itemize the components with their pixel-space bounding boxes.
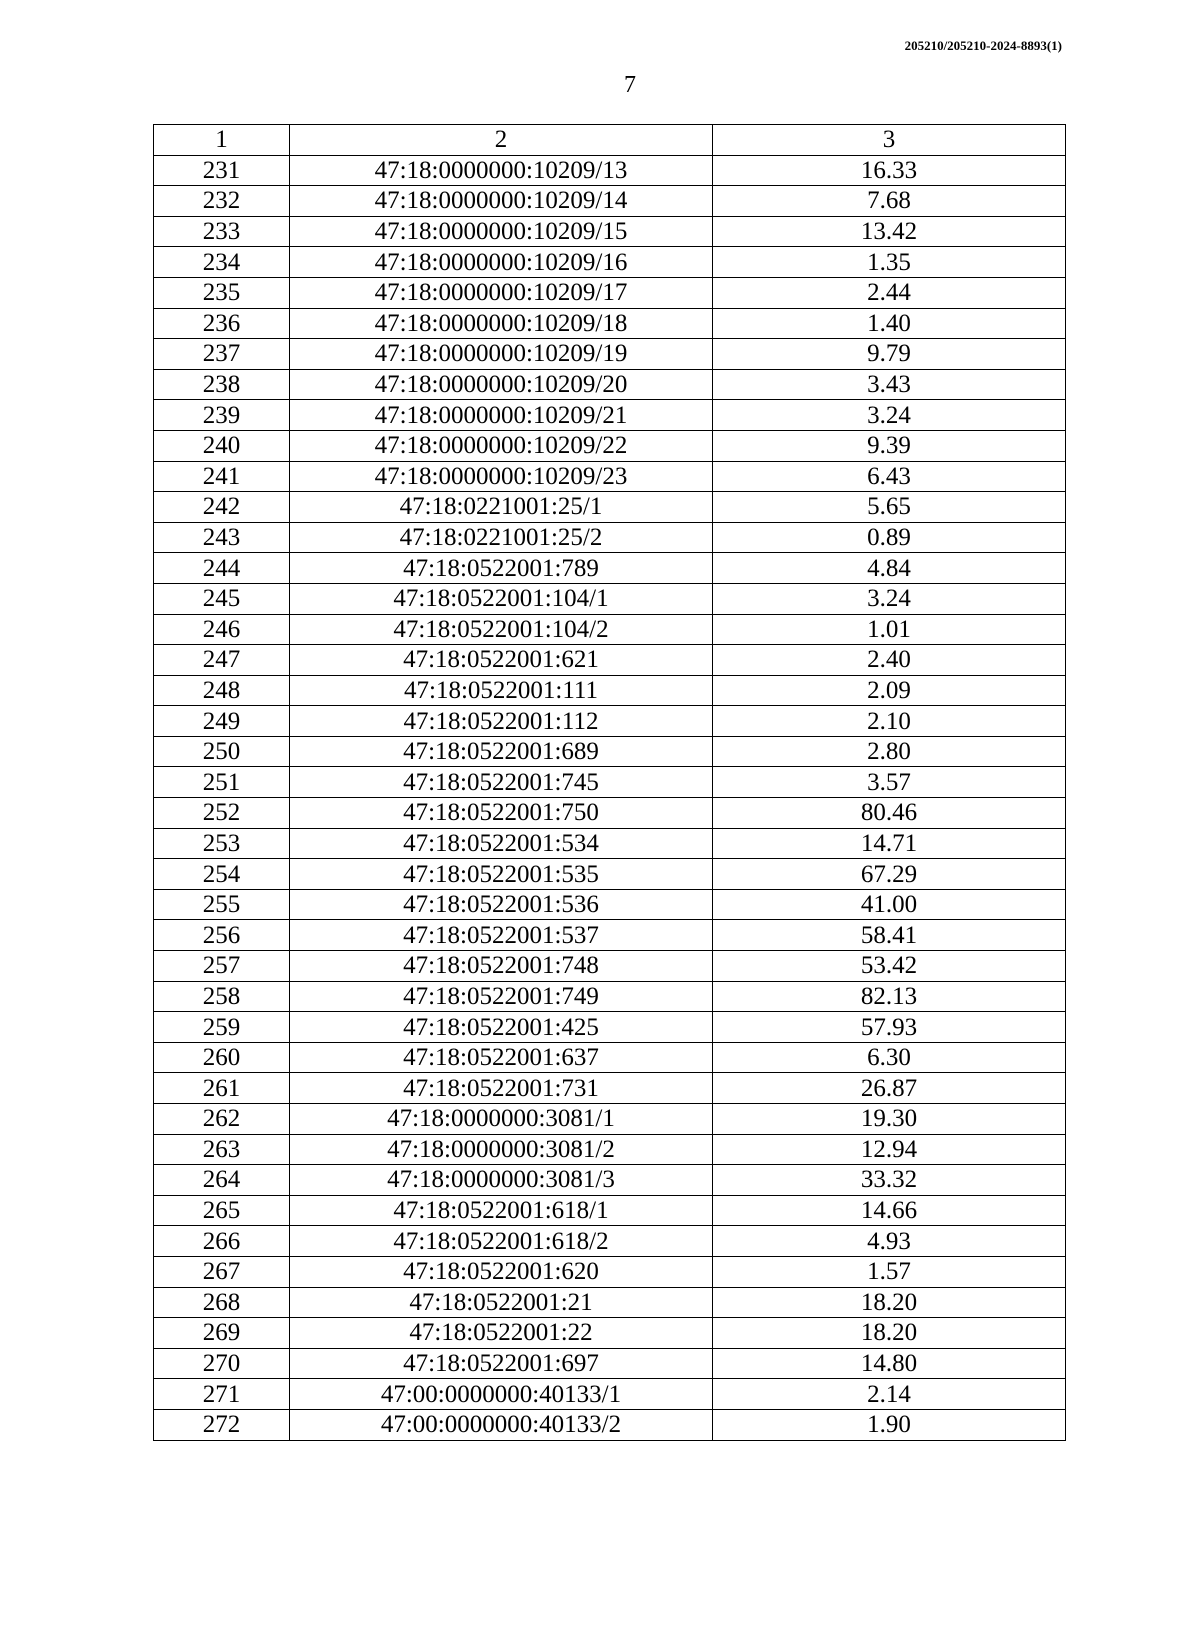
- table-row: [154, 308, 1066, 339]
- value-cell: 58.41: [713, 920, 1066, 951]
- value-cell: 2.80: [713, 736, 1066, 767]
- cadastral-number-cell: 47:18:0522001:697: [290, 1348, 713, 1379]
- cadastral-number-cell: 47:18:0522001:621: [290, 645, 713, 676]
- value-cell: 9.39: [713, 430, 1066, 461]
- table-row: [154, 1379, 1066, 1410]
- table-row: [154, 1256, 1066, 1287]
- value-cell: 2.40: [713, 645, 1066, 676]
- value-cell: 3.57: [713, 767, 1066, 798]
- cadastral-number-cell: 47:18:0522001:425: [290, 1012, 713, 1043]
- value-cell: 18.20: [713, 1287, 1066, 1318]
- table-row: [154, 1226, 1066, 1257]
- cadastral-number-cell: 47:18:0000000:10209/15: [290, 216, 713, 247]
- table-row: [154, 216, 1066, 247]
- value-cell: 4.84: [713, 553, 1066, 584]
- cadastral-number-cell: 47:00:0000000:40133/1: [290, 1379, 713, 1410]
- row-number-cell: 255: [154, 889, 290, 920]
- cadastral-number-cell: 47:18:0522001:21: [290, 1287, 713, 1318]
- table-row: [154, 859, 1066, 890]
- value-cell: 57.93: [713, 1012, 1066, 1043]
- row-number-cell: 265: [154, 1195, 290, 1226]
- cadastral-number-cell: 47:18:0522001:620: [290, 1256, 713, 1287]
- table-row: [154, 430, 1066, 461]
- row-number-cell: 258: [154, 981, 290, 1012]
- cadastral-number-cell: 47:18:0000000:10209/21: [290, 400, 713, 431]
- row-number-cell: 232: [154, 186, 290, 217]
- row-number-cell: 231: [154, 155, 290, 186]
- value-cell: 80.46: [713, 798, 1066, 829]
- cadastral-number-cell: 47:18:0522001:750: [290, 798, 713, 829]
- table-row: [154, 614, 1066, 645]
- cadastral-number-cell: 47:18:0522001:536: [290, 889, 713, 920]
- row-number-cell: 271: [154, 1379, 290, 1410]
- row-number-cell: 238: [154, 369, 290, 400]
- cadastral-number-cell: 47:18:0000000:3081/2: [290, 1134, 713, 1165]
- table-row: [154, 553, 1066, 584]
- row-number-cell: 242: [154, 492, 290, 523]
- column-header-1: 1: [154, 125, 290, 156]
- value-cell: 41.00: [713, 889, 1066, 920]
- cadastral-number-cell: 47:18:0522001:112: [290, 706, 713, 737]
- value-cell: 1.01: [713, 614, 1066, 645]
- row-number-cell: 267: [154, 1256, 290, 1287]
- table-row: [154, 492, 1066, 523]
- row-number-cell: 234: [154, 247, 290, 278]
- row-number-cell: 247: [154, 645, 290, 676]
- cadastral-number-cell: 47:18:0000000:3081/1: [290, 1104, 713, 1135]
- value-cell: 0.89: [713, 522, 1066, 553]
- row-number-cell: 245: [154, 583, 290, 614]
- table-row: [154, 186, 1066, 217]
- row-number-cell: 237: [154, 339, 290, 370]
- cadastral-number-cell: 47:00:0000000:40133/2: [290, 1409, 713, 1440]
- table-row: [154, 247, 1066, 278]
- cadastral-number-cell: 47:18:0000000:10209/13: [290, 155, 713, 186]
- table-row: [154, 828, 1066, 859]
- row-number-cell: 249: [154, 706, 290, 737]
- value-cell: 6.43: [713, 461, 1066, 492]
- value-cell: 1.35: [713, 247, 1066, 278]
- cadastral-number-cell: 47:18:0522001:111: [290, 675, 713, 706]
- value-cell: 13.42: [713, 216, 1066, 247]
- cadastral-number-cell: 47:18:0522001:22: [290, 1318, 713, 1349]
- table-row: [154, 155, 1066, 186]
- value-cell: 4.93: [713, 1226, 1066, 1257]
- row-number-cell: 239: [154, 400, 290, 431]
- row-number-cell: 253: [154, 828, 290, 859]
- table-row: [154, 951, 1066, 982]
- value-cell: 3.43: [713, 369, 1066, 400]
- table-row: [154, 675, 1066, 706]
- row-number-cell: 250: [154, 736, 290, 767]
- cadastral-number-cell: 47:18:0221001:25/1: [290, 492, 713, 523]
- value-cell: 2.10: [713, 706, 1066, 737]
- row-number-cell: 262: [154, 1104, 290, 1135]
- cadastral-number-cell: 47:18:0522001:618/1: [290, 1195, 713, 1226]
- table-row: [154, 1134, 1066, 1165]
- cadastral-number-cell: 47:18:0522001:748: [290, 951, 713, 982]
- value-cell: 6.30: [713, 1042, 1066, 1073]
- table-row: [154, 1042, 1066, 1073]
- cadastral-number-cell: 47:18:0522001:618/2: [290, 1226, 713, 1257]
- cadastral-number-cell: 47:18:0522001:789: [290, 553, 713, 584]
- cadastral-number-cell: 47:18:0000000:10209/16: [290, 247, 713, 278]
- table-row: [154, 889, 1066, 920]
- row-number-cell: 261: [154, 1073, 290, 1104]
- row-number-cell: 268: [154, 1287, 290, 1318]
- table-row: [154, 277, 1066, 308]
- table-row: [154, 1318, 1066, 1349]
- row-number-cell: 251: [154, 767, 290, 798]
- value-cell: 82.13: [713, 981, 1066, 1012]
- table-row: [154, 1348, 1066, 1379]
- table-row: [154, 1165, 1066, 1196]
- table-row: [154, 706, 1066, 737]
- table-row: [154, 522, 1066, 553]
- value-cell: 12.94: [713, 1134, 1066, 1165]
- value-cell: 5.65: [713, 492, 1066, 523]
- cadastral-number-cell: 47:18:0000000:10209/23: [290, 461, 713, 492]
- cadastral-number-cell: 47:18:0522001:689: [290, 736, 713, 767]
- cadastral-number-cell: 47:18:0000000:10209/22: [290, 430, 713, 461]
- value-cell: 1.57: [713, 1256, 1066, 1287]
- row-number-cell: 244: [154, 553, 290, 584]
- value-cell: 7.68: [713, 186, 1066, 217]
- row-number-cell: 272: [154, 1409, 290, 1440]
- table-row: [154, 583, 1066, 614]
- table-header-row: [154, 125, 1066, 156]
- cadastral-number-cell: 47:18:0522001:534: [290, 828, 713, 859]
- value-cell: 14.71: [713, 828, 1066, 859]
- table-header: [154, 125, 1066, 156]
- value-cell: 14.66: [713, 1195, 1066, 1226]
- table-row: [154, 1287, 1066, 1318]
- table-row: [154, 1409, 1066, 1440]
- row-number-cell: 259: [154, 1012, 290, 1043]
- value-cell: 2.14: [713, 1379, 1066, 1410]
- row-number-cell: 236: [154, 308, 290, 339]
- row-number-cell: 266: [154, 1226, 290, 1257]
- value-cell: 3.24: [713, 400, 1066, 431]
- value-cell: 18.20: [713, 1318, 1066, 1349]
- row-number-cell: 243: [154, 522, 290, 553]
- table-row: [154, 400, 1066, 431]
- cadastral-number-cell: 47:18:0000000:10209/19: [290, 339, 713, 370]
- cadastral-number-cell: 47:18:0000000:10209/17: [290, 277, 713, 308]
- cadastral-number-cell: 47:18:0000000:3081/3: [290, 1165, 713, 1196]
- table-row: [154, 920, 1066, 951]
- data-table: [153, 124, 1066, 1441]
- table-row: [154, 461, 1066, 492]
- table-row: [154, 981, 1066, 1012]
- row-number-cell: 248: [154, 675, 290, 706]
- table-body: [154, 155, 1066, 1440]
- table-row: [154, 798, 1066, 829]
- table-row: [154, 1012, 1066, 1043]
- row-number-cell: 263: [154, 1134, 290, 1165]
- value-cell: 16.33: [713, 155, 1066, 186]
- cadastral-number-cell: 47:18:0522001:104/2: [290, 614, 713, 645]
- value-cell: 9.79: [713, 339, 1066, 370]
- cadastral-number-cell: 47:18:0000000:10209/20: [290, 369, 713, 400]
- value-cell: 14.80: [713, 1348, 1066, 1379]
- row-number-cell: 233: [154, 216, 290, 247]
- page-number: 7: [624, 72, 636, 98]
- column-header-3: 3: [713, 125, 1066, 156]
- table-row: [154, 1195, 1066, 1226]
- row-number-cell: 254: [154, 859, 290, 890]
- value-cell: 26.87: [713, 1073, 1066, 1104]
- row-number-cell: 270: [154, 1348, 290, 1379]
- table-row: [154, 767, 1066, 798]
- row-number-cell: 256: [154, 920, 290, 951]
- value-cell: 2.09: [713, 675, 1066, 706]
- table-row: [154, 645, 1066, 676]
- cadastral-number-cell: 47:18:0000000:10209/18: [290, 308, 713, 339]
- row-number-cell: 235: [154, 277, 290, 308]
- row-number-cell: 246: [154, 614, 290, 645]
- row-number-cell: 240: [154, 430, 290, 461]
- value-cell: 33.32: [713, 1165, 1066, 1196]
- value-cell: 1.40: [713, 308, 1066, 339]
- value-cell: 53.42: [713, 951, 1066, 982]
- document-id: 205210/205210-2024-8893(1): [904, 38, 1062, 53]
- cadastral-number-cell: 47:18:0000000:10209/14: [290, 186, 713, 217]
- value-cell: 67.29: [713, 859, 1066, 890]
- value-cell: 3.24: [713, 583, 1066, 614]
- column-header-2: 2: [290, 125, 713, 156]
- cadastral-number-cell: 47:18:0522001:104/1: [290, 583, 713, 614]
- cadastral-number-cell: 47:18:0522001:535: [290, 859, 713, 890]
- row-number-cell: 269: [154, 1318, 290, 1349]
- row-number-cell: 252: [154, 798, 290, 829]
- row-number-cell: 260: [154, 1042, 290, 1073]
- value-cell: 1.90: [713, 1409, 1066, 1440]
- row-number-cell: 241: [154, 461, 290, 492]
- cadastral-number-cell: 47:18:0522001:731: [290, 1073, 713, 1104]
- table-row: [154, 1104, 1066, 1135]
- value-cell: 2.44: [713, 277, 1066, 308]
- row-number-cell: 257: [154, 951, 290, 982]
- value-cell: 19.30: [713, 1104, 1066, 1135]
- table-row: [154, 339, 1066, 370]
- table-row: [154, 1073, 1066, 1104]
- cadastral-number-cell: 47:18:0522001:745: [290, 767, 713, 798]
- cadastral-number-cell: 47:18:0522001:637: [290, 1042, 713, 1073]
- row-number-cell: 264: [154, 1165, 290, 1196]
- table-row: [154, 369, 1066, 400]
- cadastral-number-cell: 47:18:0221001:25/2: [290, 522, 713, 553]
- table-row: [154, 736, 1066, 767]
- cadastral-number-cell: 47:18:0522001:749: [290, 981, 713, 1012]
- cadastral-number-cell: 47:18:0522001:537: [290, 920, 713, 951]
